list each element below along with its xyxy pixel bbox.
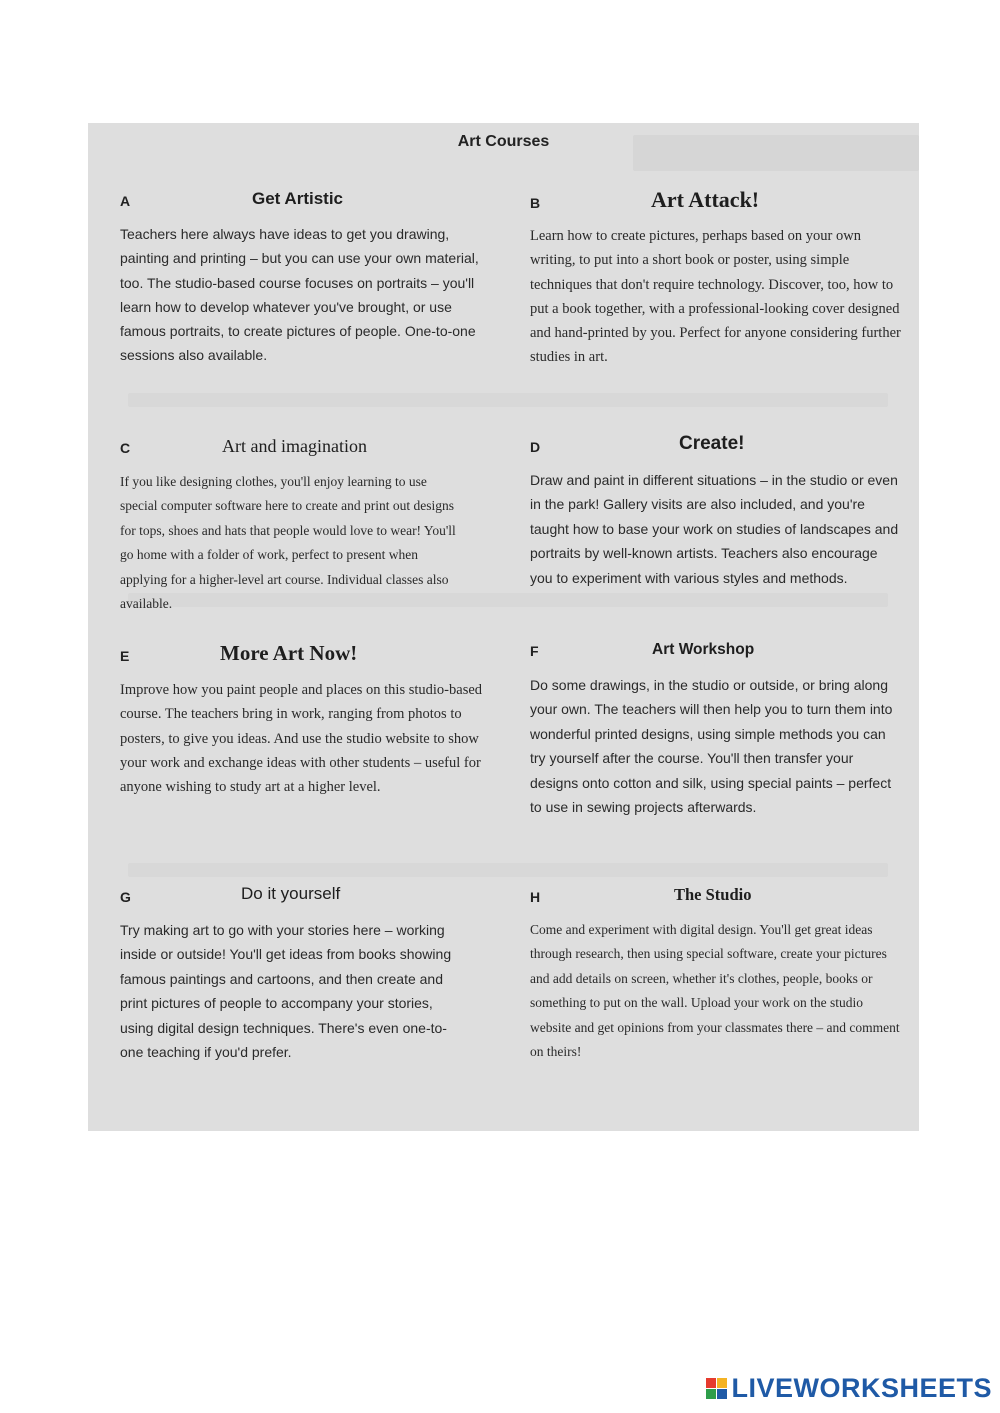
course-card-a — [120, 189, 490, 389]
course-heading: Art Workshop — [652, 641, 755, 658]
course-letter: C — [120, 440, 131, 456]
course-card-c — [120, 436, 495, 616]
course-text: If you like designing clothes, you'll enjoy learning to use special computer software here to create and print out designs for tops, shoes and hats that people would love to wear! You'll go home with a folder of work, perfect to present when applying for a higher-level art course. Individual classes also available. — [120, 474, 456, 612]
logo-mark-icon — [706, 1378, 727, 1399]
course-letter: D — [530, 439, 541, 455]
course-heading: Create! — [679, 433, 745, 454]
course-heading: More Art Now! — [220, 641, 358, 665]
course-text: Improve how you paint people and places on this studio-based course. The teachers bring in work, ranging from photos to posters, to give you ideas. And use the studio website to show your work and exchange ideas with other students – useful for anyone wishing to study art at a higher level. — [120, 682, 483, 796]
course-heading: Do it yourself — [241, 884, 341, 903]
course-text: Come and experiment with digital design. You'll get great ideas through research, then using special software, create your pictures and add details on screen, whether it's clothes, people, books or something to put on the wall. Upload your work on the studio website and get opinions from your classmates there – and comment on theirs! — [530, 922, 900, 1060]
course-letter: B — [530, 195, 541, 211]
course-letter: H — [530, 889, 541, 905]
course-text: Do some drawings, in the studio or outside, or bring along your own. The teachers will then help you to turn them into wonderful printed designs, using simple methods you can try yourself after the course. You'll then transfer your designs onto cotton and silk, using special paints – perfect to use in sewing projects afterwards. — [530, 677, 893, 816]
course-heading: Art and imagination — [222, 436, 367, 456]
course-letter: A — [120, 193, 131, 209]
bleed-through-band — [128, 863, 888, 877]
course-text: Draw and paint in different situations – in the studio or even in the park! Gallery visits are also included, and you're taught how to base your work on studies of landscapes and portraits by well-known artists. Teachers also encourage you to experiment with various styles and methods. — [530, 472, 899, 586]
course-card-d — [530, 433, 905, 613]
course-text: Teachers here always have ideas to get you drawing, painting and printing – but you can use your own material, too. The studio-based course focuses on portraits – you'll learn how to develop whatever you've brought, or use famous portraits, to create pictures of people. One-to-one sessions also available. — [120, 226, 479, 364]
course-heading: Art Attack! — [651, 187, 760, 212]
course-card-f — [530, 641, 905, 851]
scanned-page — [88, 123, 919, 1131]
course-card-e — [120, 641, 500, 831]
logo-square — [706, 1389, 716, 1399]
page-title: Art Courses — [457, 133, 550, 150]
logo-square — [706, 1378, 716, 1388]
logo-square — [717, 1389, 727, 1399]
course-card-g — [120, 885, 495, 1095]
course-heading: Get Artistic — [252, 189, 344, 208]
course-card-b — [530, 187, 905, 397]
course-letter: G — [120, 889, 131, 905]
course-heading: The Studio — [674, 885, 752, 904]
logo-square — [717, 1378, 727, 1388]
liveworksheets-logo[interactable] — [706, 1371, 992, 1405]
course-text: Try making art to go with your stories here – working inside or outside! You'll get ideas from books showing famous paintings and cartoons, and then create and print pictures of people to accompany your stories, using digital design techniques. There's even one-to-one teaching if you'd prefer. — [120, 922, 452, 1061]
course-letter: F — [530, 643, 539, 659]
course-text: Learn how to create pictures, perhaps based on your own writing, to put into a short book or poster, using simple techniques that don't require technology. Discover, too, how to put a book together, with a professional-looking cover designed and hand-printed by you. Perfect for anyone considering further studies in art. — [530, 228, 901, 366]
logo-text: LIVEWORKSHEETS — [731, 1372, 992, 1403]
course-card-h — [530, 885, 908, 1075]
course-letter: E — [120, 648, 130, 664]
